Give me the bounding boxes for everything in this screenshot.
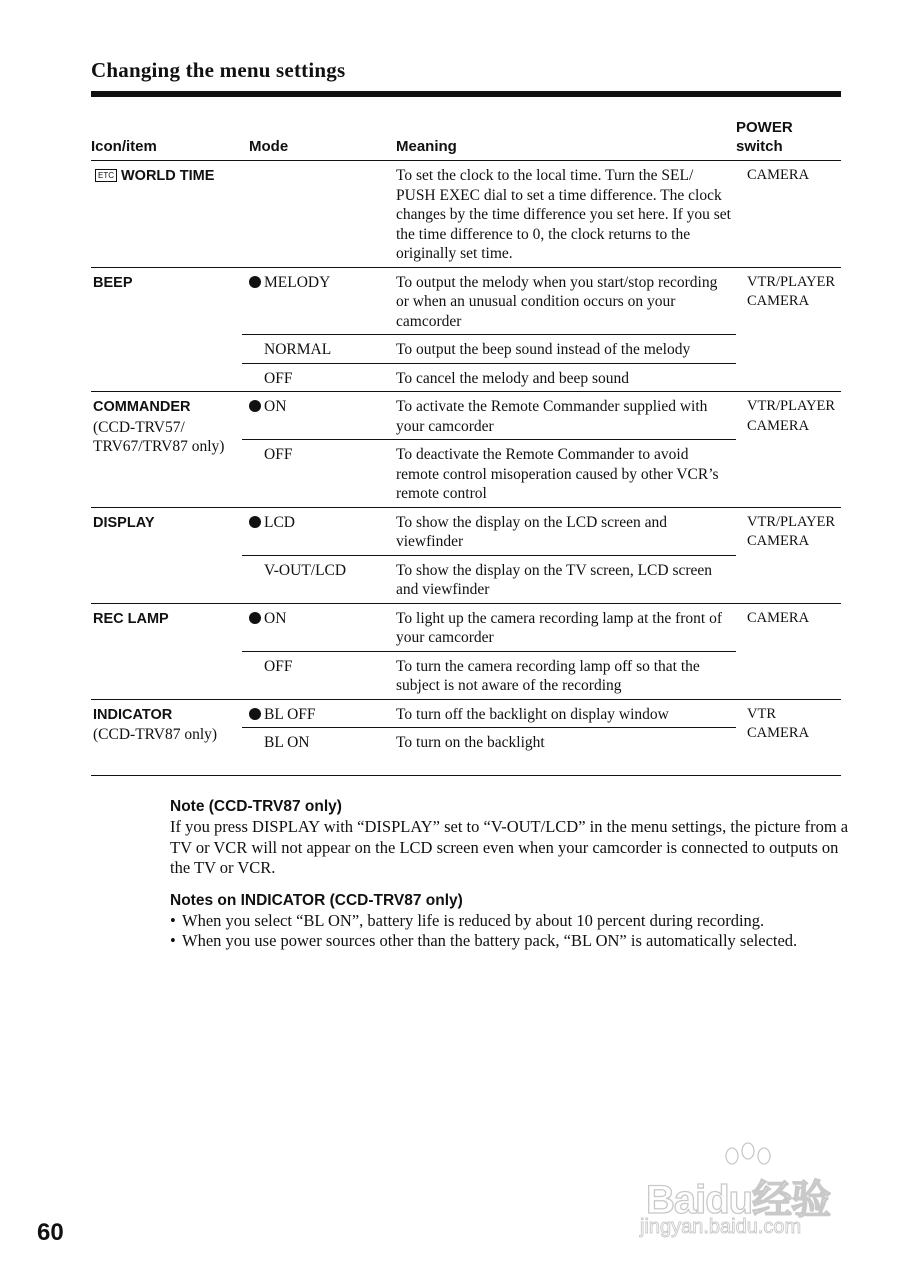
mode-cell — [242, 651, 389, 699]
item-cell — [91, 392, 242, 508]
power-cell — [736, 267, 841, 392]
default-setting-dot-icon — [249, 400, 261, 412]
power-value: CAMERA — [747, 725, 810, 741]
mode-cell — [242, 335, 389, 364]
item-cell — [91, 699, 242, 775]
table-row — [91, 699, 841, 728]
power-value: CAMERA — [747, 533, 810, 549]
bullet-text: When you use power sources other than the battery pack, “BL ON” is automatically selected. — [182, 931, 798, 950]
mode-value: OFF — [264, 446, 293, 463]
power-value: VTR/PLAYER — [747, 273, 836, 290]
default-setting-dot-icon — [249, 276, 261, 288]
item-cell — [91, 161, 242, 268]
note-title: Notes on INDICATOR (CCD-TRV87 only) — [170, 891, 463, 909]
item-cell — [91, 603, 242, 699]
item-commander: COMMANDER — [93, 399, 191, 415]
header-icon-item: Icon/item — [91, 118, 242, 161]
menu-settings-table — [91, 118, 841, 776]
header-power-switch — [736, 118, 841, 161]
mode-cell — [242, 363, 389, 392]
power-cell — [736, 699, 841, 775]
mode-value: BL OFF — [264, 705, 316, 723]
meaning-cell: To output the melody when you start/stop recording or when an unusual condition occurs on your camcorder — [389, 267, 736, 335]
item-cell — [91, 507, 242, 603]
bullet-icon: • — [170, 910, 176, 930]
meaning-cell: To deactivate the Remote Commander to avoid remote control misoperation caused by other VCR’s remote control — [389, 440, 736, 508]
page-number: 60 — [37, 1219, 64, 1246]
mode-cell — [242, 267, 389, 335]
mode-value: NORMAL — [264, 341, 332, 358]
meaning-cell: To activate the Remote Commander supplied with your camcorder — [389, 392, 736, 440]
bullet-icon: • — [170, 931, 176, 950]
meaning-cell: To turn off the backlight on display window — [389, 699, 736, 728]
mode-value: OFF — [264, 369, 293, 387]
watermark-logo-text: Baidu经验 — [646, 1178, 831, 1222]
table-row — [91, 392, 841, 440]
power-cell: CAMERA — [747, 167, 810, 183]
mode-value: ON — [264, 398, 287, 415]
mode-value: MELODY — [264, 273, 331, 291]
note-body: If you press DISPLAY with “DISPLAY” set to “V-OUT/LCD” in the menu settings, the picture from a TV or VCR will not appear on the LCD screen even when your camcorder is connected to outputs on the TV or VCR. — [170, 817, 849, 877]
item-cell — [91, 267, 242, 392]
watermark-url: jingyan.baidu.com — [640, 1216, 802, 1238]
mode-cell — [242, 392, 389, 440]
mode-cell — [242, 555, 389, 603]
watermark — [640, 1142, 855, 1242]
list-item — [170, 911, 850, 932]
bullet-text: When you select “BL ON”, battery life is reduced by about 10 percent during recording. — [182, 910, 765, 930]
item-indicator: INDICATOR — [93, 706, 173, 723]
page-title: Changing the menu settings — [91, 58, 346, 82]
meaning-cell: To turn on the backlight — [389, 728, 736, 776]
mode-value: BL ON — [264, 734, 310, 751]
mode-cell — [242, 699, 389, 728]
meaning-cell: To show the display on the TV screen, LCD screen and viewfinder — [389, 555, 736, 603]
list-item — [170, 931, 850, 952]
meaning-cell: To set the clock to the local time. Turn the SEL/ PUSH EXEC dial to set a time difference. The clock changes by the time difference you set here. If you set the time difference to 0, the clock returns to the originally set time. — [396, 167, 731, 262]
note-indicator — [170, 891, 850, 952]
notes-section — [170, 797, 850, 964]
table-header-row — [91, 118, 841, 161]
meaning-cell: To cancel the melody and beep sound — [389, 363, 736, 392]
etc-menu-icon: ETC — [95, 169, 117, 182]
title-rule — [91, 91, 841, 97]
meaning-cell: To turn the camera recording lamp off so that the subject is not aware of the recording — [389, 651, 736, 699]
mode-cell — [242, 161, 389, 268]
default-setting-dot-icon — [249, 708, 261, 720]
mode-value: V-OUT/LCD — [264, 561, 347, 579]
item-world-time: WORLD TIME — [121, 168, 215, 184]
default-setting-dot-icon — [249, 516, 261, 528]
mode-cell — [242, 728, 389, 776]
mode-value: ON — [264, 609, 287, 627]
header-power-line1: POWER — [736, 119, 793, 136]
header-power-line2: switch — [736, 138, 783, 155]
item-display: DISPLAY — [93, 514, 155, 531]
note-display — [170, 797, 850, 879]
power-cell — [736, 392, 841, 508]
note-title: Note (CCD-TRV87 only) — [170, 798, 342, 815]
header-meaning: Meaning — [389, 118, 736, 161]
power-cell — [736, 507, 841, 603]
table-row — [91, 507, 841, 555]
item-note: (CCD-TRV57/ TRV67/TRV87 only) — [93, 418, 225, 455]
mode-cell — [242, 440, 389, 508]
meaning-cell: To light up the camera recording lamp at the front of your camcorder — [389, 603, 736, 651]
item-rec-lamp: REC LAMP — [93, 610, 169, 627]
mode-value: OFF — [264, 657, 293, 675]
table-row — [91, 267, 841, 335]
table-row — [91, 161, 841, 268]
header-mode: Mode — [242, 118, 389, 161]
mode-cell — [242, 603, 389, 651]
power-value: VTR/PLAYER — [747, 513, 836, 530]
meaning-cell: To output the beep sound instead of the melody — [389, 335, 736, 364]
mode-cell — [242, 507, 389, 555]
meaning-cell: To show the display on the LCD screen and viewfinder — [389, 507, 736, 555]
power-value: CAMERA — [747, 293, 810, 309]
default-setting-dot-icon — [249, 612, 261, 624]
power-value: CAMERA — [747, 417, 810, 434]
item-beep: BEEP — [93, 274, 133, 291]
mode-value: LCD — [264, 513, 295, 531]
power-value: VTR/PLAYER — [747, 398, 836, 414]
table-row — [91, 603, 841, 651]
item-note: (CCD-TRV87 only) — [93, 726, 218, 743]
power-value: VTR — [747, 705, 776, 722]
power-cell: CAMERA — [736, 603, 841, 699]
